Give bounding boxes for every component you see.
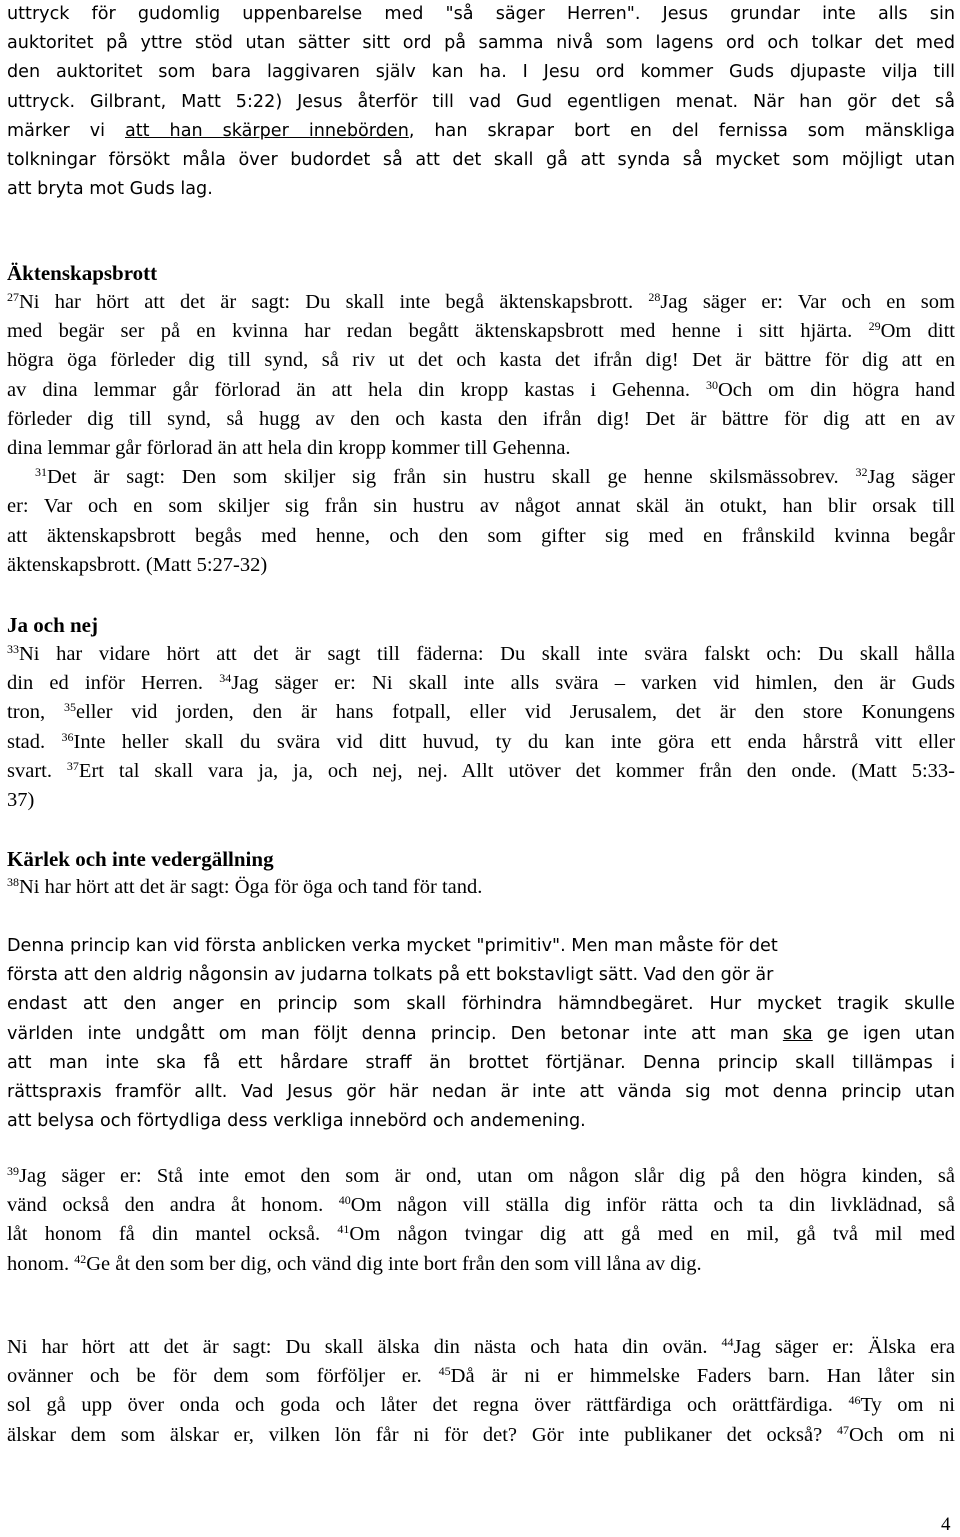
intro-line: tolkningar försökt måla över budordet så att det skall gå att synda så mycket som möjligt utan (7, 150, 955, 171)
text-run: svart. (7, 759, 67, 782)
verse-line (7, 376, 955, 405)
intro-line: att bryta mot Guds lag. (7, 179, 213, 200)
intro-line: auktoritet på yttre stöd utan sätter sitt ord på samma nivå som lagens ord och tolkar det med (7, 33, 955, 54)
verse-number: 42 (74, 1251, 87, 1266)
verse-number: 28 (648, 290, 661, 304)
verse-number: 35 (63, 700, 76, 715)
text-run: vänd också den andra åt honom. (7, 1194, 339, 1217)
text-run: världen inte undgått om man följt denna princip. Den betonar inte att man (7, 1023, 783, 1044)
text-run: Ni har hört att det är sagt: Du skall inte begå äktenskapsbrott. (19, 291, 649, 313)
verse-line (7, 698, 955, 727)
verse-number: 46 (848, 1393, 861, 1408)
commentary-line: rättspraxis framför allt. Vad Jesus gör här nedan är inte att vända sig mot denna princip utan (7, 1082, 955, 1103)
verse-line: äktenskapsbrott. (Matt 5:27-32) (7, 553, 268, 576)
text-run: tron, (7, 701, 64, 724)
text-run: eller vid jorden, den är hans fotpall, eller vid Jerusalem, det är den store Konungens (75, 701, 955, 724)
text-run: Ni har hört att det är sagt: Öga för öga och tand för tand. (19, 876, 483, 898)
text-run: av dina lemmar går förlorad än att hela din kropp kastas i Gehenna. (7, 378, 706, 401)
verse-number: 36 (61, 729, 74, 744)
text-run: Ty om ni (860, 1394, 955, 1417)
verse-number: 38 (7, 875, 19, 889)
verse-line: 37) (7, 789, 35, 812)
text-run: märker vi (7, 120, 125, 141)
verse-number: 37 (66, 758, 79, 773)
commentary-line: första att den aldrig någonsin av judarna tolkats på ett bokstavligt sätt. Vad den gör är (7, 965, 774, 986)
verse-number: 40 (338, 1193, 351, 1208)
text-run: ovänner och be för dem som förföljer er. (7, 1365, 439, 1388)
text-run: Inte heller skall du svära vid ditt huvud, ty du kan inte göra ett enda hårstrå vitt eller (73, 730, 955, 753)
verses-43-47 (7, 1333, 955, 1450)
text-run: Jag säger er: Stå inte emot den som är ond, utan om någon slår dig på den högra kinden, så (19, 1165, 955, 1187)
verse-line (7, 669, 955, 698)
intro-line: uttryck för gudomlig uppenbarelse med "så säger Herren". Jesus grundar inte alls sin (7, 4, 955, 24)
verse-number: 31 (35, 465, 47, 480)
verse-number: 47 (837, 1422, 850, 1437)
commentary-line: endast att den anger en princip som skall förhindra hämndbegäret. Hur mycket tragik skulle (7, 994, 955, 1015)
intro-paragraph (7, 0, 955, 204)
text-run: sol gå upp över onda och goda och låter det regna över rättfärdiga och orättfärdiga. (7, 1394, 849, 1417)
commentary-line: Denna princip kan vid första anblicken verka mycket "primitiv". Men man måste för det (7, 936, 778, 956)
verse-line (7, 1191, 955, 1220)
underlined-word: ska (782, 1023, 813, 1044)
verse-number: 29 (868, 319, 881, 334)
text-run: ge igen utan (812, 1023, 955, 1044)
verse-line (7, 1391, 955, 1420)
verse-number: 30 (706, 377, 718, 392)
verse-line (7, 1250, 955, 1279)
underlined-phrase: att han skärper innebörden (125, 120, 409, 141)
verse-line: förleder dig till synd, så hugg av den och kasta den ifrån dig! Det är bättre för dig att en av (7, 407, 955, 430)
adultery-paragraph (7, 288, 955, 580)
text-run: din ed inför Herren. (7, 672, 220, 695)
section-heading-oaths: Ja och nej (7, 613, 98, 637)
verse-line: högra öga förleder dig till synd, så riv ut det och kasta det ifrån dig! Det är bättre för dig att en (7, 349, 955, 372)
verse-line (7, 1333, 955, 1362)
verse-line (7, 1220, 955, 1249)
verse-line (7, 463, 955, 492)
commentary-line (7, 1020, 955, 1049)
verse-number: 39 (7, 1164, 19, 1178)
text-run: Ert tal skall vara ja, ja, och nej, nej. Allt utöver det kommer från den onde. (Matt 5:33- (78, 759, 956, 782)
verse-number: 32 (855, 465, 868, 480)
text-run: Jag säger er: Ni skall inte alls svära – varken vid himlen, den är Guds (231, 672, 955, 695)
commentary-line: att man inte ska få ett hårdare straff än brottet förtjänar. Denna princip skall tillämpas i (7, 1052, 955, 1073)
verse-line (7, 757, 955, 786)
oaths-paragraph (7, 640, 955, 815)
verse-number: 44 (721, 1335, 734, 1349)
verse-line: er: Var och en som skiljer sig från sin hustru av något annat skäl än otukt, han blir orsak till (7, 495, 955, 518)
text-run: med begär ser på en kvinna har redan begått äktenskapsbrott med henne i sitt hjärta. (7, 320, 869, 343)
text-run: Och om ni (849, 1423, 955, 1446)
text-run: Ge åt den som ber dig, och vänd dig inte bort från den som vill låna av dig. (86, 1252, 702, 1275)
verse-line (7, 1362, 955, 1391)
text-run: , han skrapar bort en del fernissa som mänskliga (408, 120, 955, 141)
text-run: Om någon vill ställa dig inför rätta och ta din livklädnad, så (350, 1194, 955, 1217)
text-run: stad. (7, 730, 62, 753)
commentary-paragraph (7, 932, 955, 1136)
verse-line: att äktenskapsbrott begås med henne, och den som gifter sig med en frånskild kvinna begår (7, 524, 955, 547)
verse-line (7, 640, 955, 669)
text-run: Då är ni er himmelske Faders barn. Han låter sin (450, 1365, 955, 1388)
commentary-line: att belysa och förtydliga dess verkliga innebörd och andemening. (7, 1111, 586, 1132)
intro-line: den auktoritet som bara laggivaren själv kan ha. I Jesu ord kommer Guds djupaste vilja till (7, 62, 955, 83)
section-heading-adultery: Äktenskapsbrott (7, 261, 158, 285)
text-run: låt honom få din mantel också. (7, 1223, 338, 1246)
verse-line (7, 288, 955, 317)
verse-number: 27 (7, 290, 19, 304)
verse-line (7, 728, 955, 757)
text-run: Det är sagt: Den som skiljer sig från sin hustru skall ge henne skilsmässobrev. (47, 466, 856, 489)
verse-number: 45 (438, 1364, 451, 1379)
page-number: 4 (941, 1514, 951, 1535)
verse-number: 34 (219, 671, 232, 686)
verses-39-42 (7, 1162, 955, 1279)
intro-line: uttryck. Gilbrant, Matt 5:22) Jesus återför till vad Gud egentligen menat. När han gör det så (7, 91, 955, 112)
verse-line (7, 1421, 955, 1450)
text-run: Ni har vidare hört att det är sagt till fäderna: Du skall inte svära falskt och: Du skall hålla (19, 643, 955, 665)
text-run: honom. (7, 1252, 75, 1275)
text-run: Jag säger er: Älska era (733, 1336, 955, 1358)
intro-line (7, 117, 955, 146)
verse-number: 33 (7, 642, 19, 656)
text-run: Om ditt (880, 320, 955, 343)
verse-line: dina lemmar går förlorad än att hela din kropp kommer till Gehenna. (7, 437, 571, 460)
section-heading-love: Kärlek och inte vedergällning (7, 847, 274, 871)
verse-line (7, 317, 955, 346)
verse-38 (7, 873, 955, 902)
text-run: Och om din högra hand (718, 378, 955, 401)
text-run: Jag säger er: Var och en som (660, 291, 955, 313)
text-run: Jag säger (867, 466, 955, 489)
verse-line (7, 1162, 955, 1191)
text-run: Ni har hört att det är sagt: Du skall älska din nästa och hata din ovän. (7, 1336, 722, 1358)
text-run: älskar dem som älskar er, vilken lön får ni för det? Gör inte publikaner det också? (7, 1423, 838, 1446)
verse-line (7, 873, 955, 902)
verse-number: 41 (337, 1222, 350, 1237)
text-run: Om någon tvingar dig att gå med en mil, gå två mil med (349, 1223, 955, 1246)
